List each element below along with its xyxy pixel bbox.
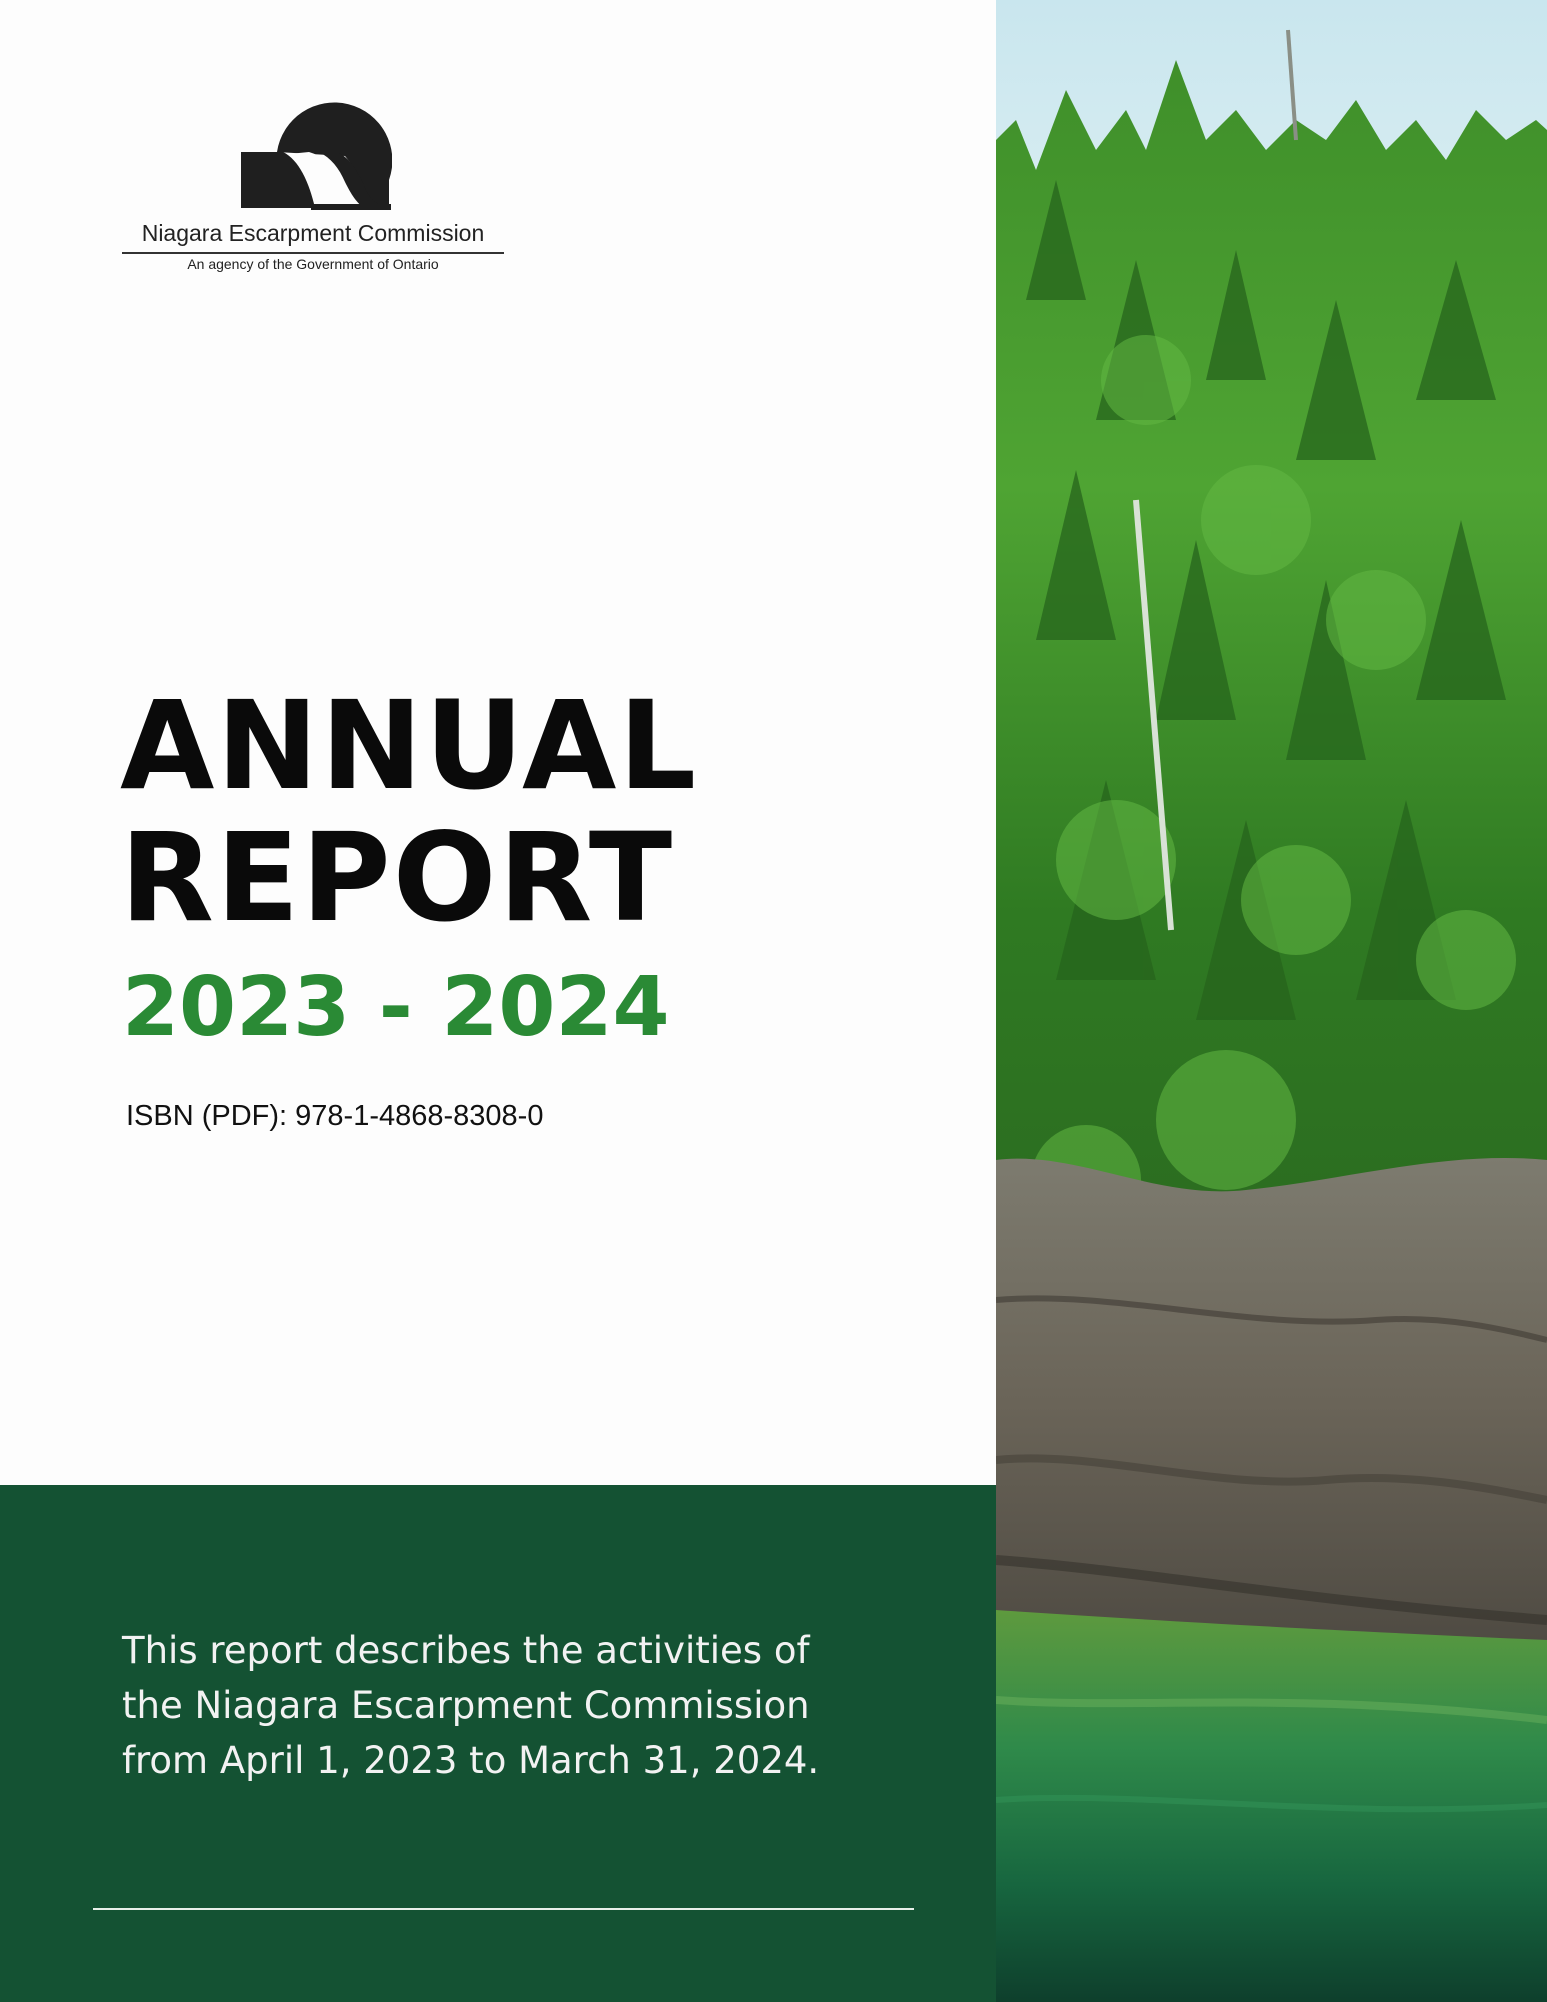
- title-line-1: ANNUAL: [120, 675, 699, 817]
- forest-shoreline-photo: [996, 0, 1547, 2002]
- band-divider: [93, 1908, 914, 1910]
- logo-name: Niagara Escarpment Commission: [141, 220, 485, 246]
- report-description: [122, 1623, 942, 1788]
- isbn-number: ISBN (PDF): 978-1-4868-8308-0: [126, 1100, 544, 1132]
- description-line-3: from April 1, 2023 to March 31, 2024.: [122, 1739, 820, 1782]
- report-title: [120, 675, 699, 949]
- description-line-1: This report describes the activities of: [122, 1629, 810, 1672]
- logo-agency: An agency of the Government of Ontario: [187, 256, 439, 272]
- description-line-2: the Niagara Escarpment Commission: [122, 1684, 810, 1727]
- escarpment-logo-icon: [239, 100, 392, 215]
- photo-illustration: [996, 0, 1547, 2002]
- description-band: [0, 1485, 996, 2002]
- report-years: 2023 - 2024: [122, 960, 670, 1055]
- title-line-2: REPORT: [120, 807, 675, 949]
- logo-divider: [122, 252, 504, 254]
